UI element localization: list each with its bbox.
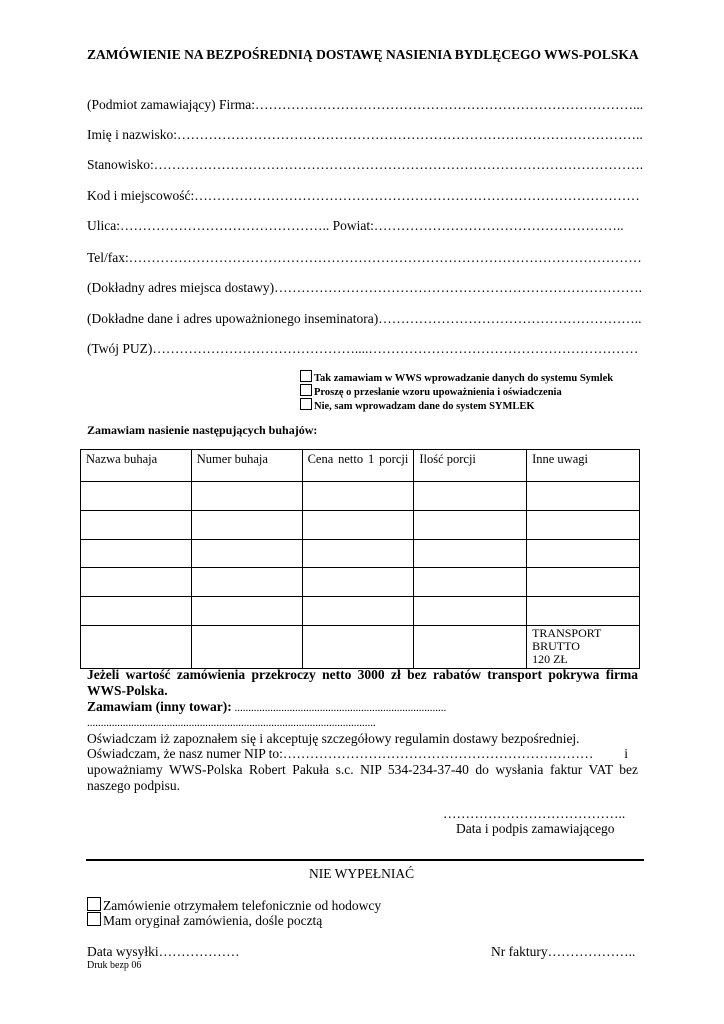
office-option-original[interactable]: Mam oryginał zamówienia, dośle pocztą (87, 912, 322, 929)
table-cell[interactable] (81, 568, 192, 597)
declaration-signature: naszego podpisu. (87, 778, 180, 793)
table-cell[interactable] (81, 511, 192, 540)
other-goods-dots-line[interactable]: ......................................................................................................... (87, 717, 376, 729)
field-phone-fax[interactable]: Tel/fax:…………………………………………………………………………………………………… (87, 250, 642, 265)
declaration-nip (87, 746, 638, 762)
header-notes: Inne uwagi (527, 450, 640, 482)
nip-field[interactable]: Oświadczam, że nasz numer NIP to:…………………………………………………………… (87, 746, 594, 761)
table-header-row (81, 450, 640, 482)
other-goods-label: Zamawiam (inny towar): (87, 699, 232, 714)
checkbox-icon[interactable] (87, 897, 101, 911)
field-inseminator[interactable]: (Dokładne dane i adres upoważnionego inseminatora)………………………………………………….. (87, 311, 642, 326)
option-symlek-no[interactable]: Nie, sam wprowadzam dane do system SYMLEK (300, 398, 535, 412)
checkbox-icon[interactable] (87, 912, 101, 926)
office-option-phone[interactable]: Zamówienie otrzymałem telefonicznie od hodowcy (87, 897, 381, 914)
table-cell[interactable] (191, 626, 302, 669)
table-cell[interactable] (414, 626, 527, 669)
checkbox-icon[interactable] (300, 370, 312, 382)
checkbox-icon[interactable] (300, 384, 312, 396)
date-sent-field[interactable]: Data wysyłki……………… (87, 944, 240, 959)
signature-field[interactable]: ………………………………….. (443, 806, 626, 821)
header-bull-number: Numer buhaja (191, 450, 302, 482)
table-cell[interactable] (191, 597, 302, 626)
footer-form-code: Druk bezp 06 (87, 960, 142, 971)
table-cell[interactable] (414, 511, 527, 540)
table-cell[interactable] (302, 540, 414, 568)
declaration-vat: upoważniamy WWS-Polska Robert Pakuła s.c. NIP 534-234-37-40 do wysłania faktur VAT bez (87, 762, 638, 777)
header-quantity: Ilość porcji (414, 450, 527, 482)
transport-cell (527, 626, 640, 669)
field-name[interactable]: Imię i nazwisko:………………………………………………………………………………………….. (87, 127, 643, 142)
table-cell[interactable] (191, 511, 302, 540)
invoice-number-field[interactable]: Nr faktury……………….. (491, 944, 636, 959)
table-cell[interactable] (191, 482, 302, 511)
table-row[interactable] (81, 511, 640, 540)
table-cell[interactable] (302, 511, 414, 540)
table-cell[interactable] (302, 597, 414, 626)
divider (86, 859, 644, 861)
header-bull-name: Nazwa buhaja (81, 450, 192, 482)
field-position[interactable]: Stanowisko:………………………………………………………………………………………………. (87, 157, 644, 172)
table-cell[interactable] (302, 626, 414, 669)
section-heading: Zamawiam nasienie następujących buhajów: (87, 423, 318, 437)
transport-notice: Jeżeli wartość zamówienia przekroczy netto 3000 zł bez rabatów transport pokrywa firma WWS-Polska. (87, 667, 638, 698)
option-send-template[interactable]: Proszę o przesłanie wzoru upoważnienia i oświadczenia (300, 384, 562, 398)
table-row[interactable] (81, 540, 640, 568)
field-street-county[interactable]: Ulica:……………………………………….. Powiat:……………………………………………….. (87, 218, 624, 233)
table-row[interactable] (81, 482, 640, 511)
table-row[interactable] (81, 568, 640, 597)
table-row-transport[interactable] (81, 626, 640, 669)
form-title: ZAMÓWIENIE NA BEZPOŚREDNIĄ DOSTAWĘ NASIENIA BYDLĘCEGO WWS-POLSKA (87, 47, 639, 62)
office-heading: NIE WYPEŁNIAĆ (309, 866, 415, 881)
table-cell[interactable] (302, 568, 414, 597)
table-cell[interactable] (527, 482, 640, 511)
header-price: Cena netto 1 porcji (302, 450, 414, 482)
declaration-regulations: Oświadczam iż zapoznałem się i akceptuję szczegółowy regulamin dostawy bezpośredniej. (87, 731, 580, 746)
option-symlek-yes[interactable]: Tak zamawiam w WWS wprowadzanie danych do systemu Symlek (300, 370, 613, 384)
other-goods-line[interactable] (87, 699, 446, 716)
transport-line: TRANSPORT (532, 626, 602, 640)
table-cell[interactable] (414, 597, 527, 626)
signature-label: Data i podpis zamawiającego (456, 821, 615, 836)
other-goods-dots[interactable]: ............................................................................. (231, 702, 447, 714)
table-cell[interactable] (527, 540, 640, 568)
table-cell[interactable] (414, 568, 527, 597)
table-cell[interactable] (191, 568, 302, 597)
table-cell[interactable] (81, 626, 192, 669)
table-cell[interactable] (527, 597, 640, 626)
table-cell[interactable] (527, 568, 640, 597)
nip-conjunction: i (624, 746, 628, 761)
field-puz[interactable]: (Twój PUZ)………………………………………....…………………………………………………… (87, 341, 639, 356)
table-cell[interactable] (302, 482, 414, 511)
table-cell[interactable] (414, 540, 527, 568)
order-table (80, 449, 640, 669)
table-cell[interactable] (81, 597, 192, 626)
transport-line: BRUTTO (532, 639, 580, 653)
field-company[interactable]: (Podmiot zamawiający) Firma:…………………………………………………………………………... (87, 97, 644, 112)
table-cell[interactable] (527, 511, 640, 540)
table-cell[interactable] (191, 540, 302, 568)
checkbox-icon[interactable] (300, 398, 312, 410)
table-cell[interactable] (81, 482, 192, 511)
table-row[interactable] (81, 597, 640, 626)
table-cell[interactable] (81, 540, 192, 568)
field-delivery-address[interactable]: (Dokładny adres miejsca dostawy)………………………………………………………………………. (87, 280, 642, 295)
transport-line: 120 ZŁ (532, 652, 568, 666)
table-cell[interactable] (414, 482, 527, 511)
field-postcode-city[interactable]: Kod i miejscowość:……………………………………………………………………………………… (87, 188, 640, 203)
